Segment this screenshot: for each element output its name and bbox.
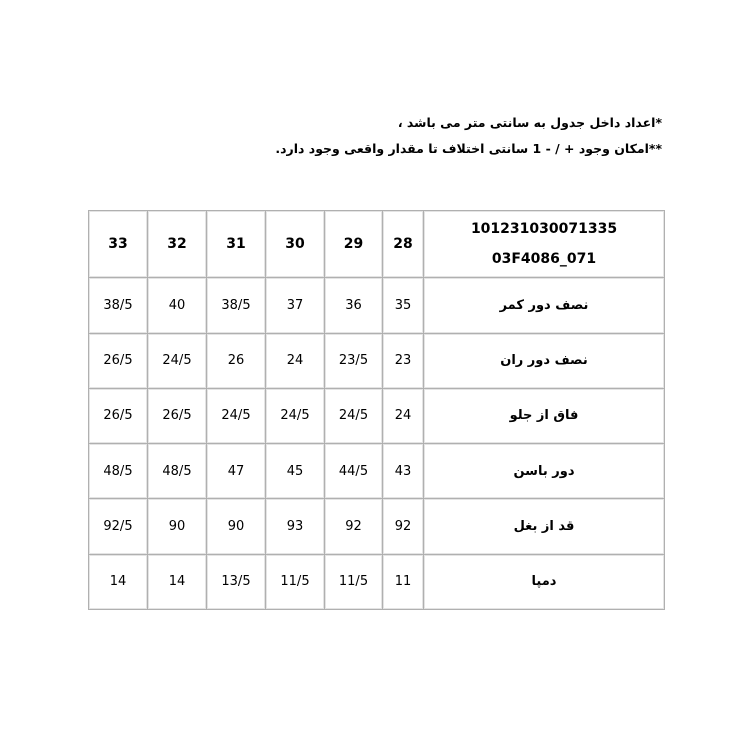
table-cell: 26/5 (148, 388, 207, 443)
size-header: 33 (89, 211, 148, 278)
size-header: 29 (325, 211, 383, 278)
note-units: *اعداد داخل جدول به سانتی متر می باشد ، (397, 115, 662, 130)
row-label: قد از بغل (424, 499, 665, 554)
table-cell: 24/5 (325, 388, 383, 443)
table-cell: 45 (266, 444, 325, 499)
table-cell: 92/5 (89, 499, 148, 554)
table-cell: 24/5 (207, 388, 266, 443)
table-cell: 36 (325, 278, 383, 333)
model-code: 03F4086_071 (491, 251, 597, 268)
table-cell: 44/5 (325, 444, 383, 499)
row-label: دمپا (424, 554, 665, 609)
table-cell: 24 (266, 333, 325, 388)
table-cell: 38/5 (89, 278, 148, 333)
table-row (89, 278, 665, 333)
table-cell: 48/5 (148, 444, 207, 499)
table-cell: 48/5 (89, 444, 148, 499)
notes (275, 110, 662, 162)
table-cell: 26/5 (89, 333, 148, 388)
table-cell: 24 (383, 388, 424, 443)
table-cell: 11 (383, 554, 424, 609)
table-row (89, 444, 665, 499)
row-label: نصف دور کمر (424, 278, 665, 333)
table-cell: 26 (207, 333, 266, 388)
row-label: دور باسن (424, 444, 665, 499)
table-cell: 37 (266, 278, 325, 333)
product-code-cell (424, 211, 665, 278)
table-row (89, 554, 665, 609)
table-cell: 11/5 (325, 554, 383, 609)
row-label: نصف دور ران (424, 333, 665, 388)
table-cell: 90 (148, 499, 207, 554)
table-cell: 43 (383, 444, 424, 499)
table-cell: 14 (148, 554, 207, 609)
table-cell: 38/5 (207, 278, 266, 333)
table-cell: 23/5 (325, 333, 383, 388)
product-code: 101231030071335 (470, 221, 618, 238)
table-cell: 14 (89, 554, 148, 609)
table-row (89, 499, 665, 554)
size-header: 32 (148, 211, 207, 278)
table-cell: 93 (266, 499, 325, 554)
table-cell: 24/5 (148, 333, 207, 388)
size-table (88, 210, 665, 610)
table-cell: 92 (383, 499, 424, 554)
table-cell: 47 (207, 444, 266, 499)
table-cell: 35 (383, 278, 424, 333)
table-cell: 23 (383, 333, 424, 388)
size-header: 28 (383, 211, 424, 278)
table-cell: 24/5 (266, 388, 325, 443)
table-cell: 90 (207, 499, 266, 554)
table-cell: 13/5 (207, 554, 266, 609)
row-label: فاق از جلو (424, 388, 665, 443)
table-cell: 40 (148, 278, 207, 333)
table-row (89, 388, 665, 443)
size-header: 30 (266, 211, 325, 278)
table-header-row (89, 211, 665, 278)
table-row (89, 333, 665, 388)
note-tolerance: **امکان وجود + / - 1 سانتی اختلاف تا مقدار واقعی وجود دارد. (275, 141, 662, 156)
table-cell: 92 (325, 499, 383, 554)
table-cell: 26/5 (89, 388, 148, 443)
table-cell: 11/5 (266, 554, 325, 609)
size-header: 31 (207, 211, 266, 278)
